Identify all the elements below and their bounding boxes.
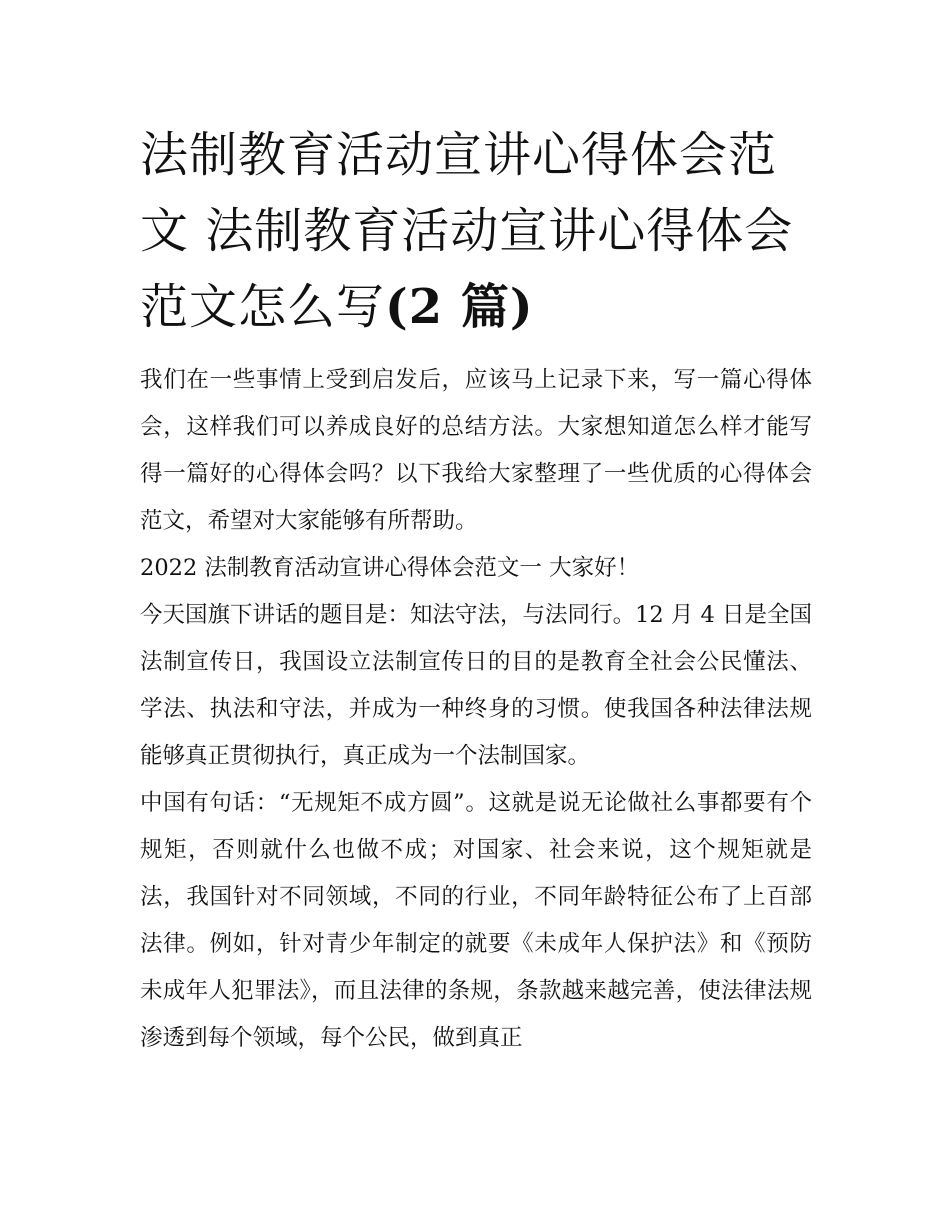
intro-paragraph: 我们在一些事情上受到启发后，应该马上记录下来，写一篇心得体会，这样我们可以养成良好的总结方法。大家想知道怎么样才能写得一篇好的心得体会吗？以下我给大家整理了一些优质的心得体会范文，希望对大家能够有所帮助。 — [140, 367, 812, 534]
document-title-count: (2 篇) — [385, 279, 534, 335]
document-title — [140, 117, 812, 345]
section-heading-paragraph: 2022 法制教育活动宣讲心得体会范文一 大家好！ — [140, 555, 640, 581]
document-title-main: 法制教育活动宣讲心得体会范文 法制教育活动宣讲心得体会范文怎么写 — [140, 127, 794, 335]
body-paragraph-2: 中国有句话：“无规矩不成方圆”。这就是说无论做社么事都要有个规矩，否则就什么也做不成；对国家、社会来说，这个规矩就是法，我国针对不同领域，不同的行业，不同年龄特征公布了上百部法律。例如，针对青少年制定的就要《未成年人保护法》和《预防未成年人犯罪法》，而且法律的条规，条款越来越完善，使法律法规渗透到每个领域，每个公民，做到真正 — [140, 790, 812, 1051]
body-paragraph-1: 今天国旗下讲话的题目是：知法守法，与法同行。12 月 4 日是全国法制宣传日，我国设立法制宣传日的目的是教育全社会公民懂法、学法、执法和守法，并成为一种终身的习惯。使我国各种法律法规能够真正贯彻执行，真正成为一个法制国家。 — [140, 602, 812, 769]
document-body — [140, 117, 812, 1062]
